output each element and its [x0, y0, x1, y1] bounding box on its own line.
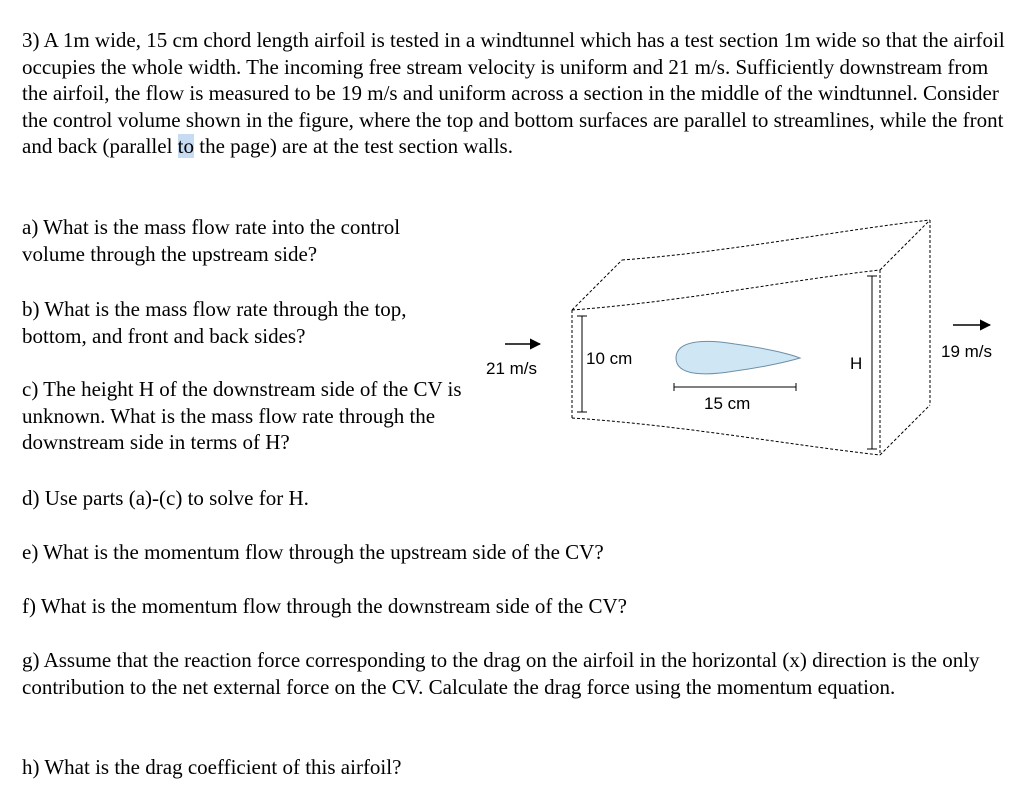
inlet-height-label: 10 cm	[586, 349, 633, 368]
question-f: f) What is the momentum flow through the downstream side of the CV?	[22, 594, 627, 618]
cv-depth-edge-1	[572, 260, 622, 310]
cv-depth-edge-2	[880, 220, 930, 270]
cv-top-edge	[572, 270, 880, 310]
question-g: g) Assume that the reaction force corresponding to the drag on the airfoil in the horizontal (x) direction is the only contribution to the net external force on the CV. Calculate the drag force using the momentum equation.	[22, 648, 980, 699]
question-c: c) The height H of the downstream side of the CV is unknown. What is the mass flow rate through the downstream side in terms of H?	[22, 377, 462, 455]
question-b: b) What is the mass flow rate through the top, bottom, and front and back sides?	[22, 297, 407, 348]
outflow-velocity-label: 19 m/s	[941, 342, 993, 361]
airfoil	[676, 341, 800, 373]
cv-back-top-edge	[622, 220, 930, 260]
cv-bottom-edge	[572, 418, 880, 455]
inflow-velocity-label: 21 m/s	[486, 359, 538, 378]
question-e: e) What is the momentum flow through the upstream side of the CV?	[22, 540, 604, 564]
outlet-height-dimension	[867, 276, 877, 449]
chord-label: 15 cm	[704, 394, 751, 413]
chord-dimension	[674, 383, 796, 391]
problem-text-part1: 3) A 1m wide, 15 cm chord length airfoil is tested in a windtunnel which has a test section 1m wide so that the airfoil occupies the whole width. The incoming free stream velocity is uniform and 21 m/s. Sufficiently downstream from the airfoil, the flow is measured to be 19 m/s and uniform across a section in the middle of the windtunnel. Consider the control volume shown in the figure, where the top and bottom surfaces are parallel to streamlines, while the front and back (parallel	[22, 28, 1005, 159]
cv-depth-edge-3	[880, 405, 930, 455]
question-d: d) Use parts (a)-(c) to solve for H.	[22, 486, 309, 510]
question-a: a) What is the mass flow rate into the control volume through the upstream side?	[22, 215, 401, 266]
problem-text-part2: the page) are at the test section walls.	[194, 134, 513, 159]
highlighted-word: to	[177, 134, 195, 159]
question-h: h) What is the drag coefficient of this airfoil?	[22, 755, 402, 779]
control-volume-outline	[572, 220, 930, 455]
outlet-height-label: H	[850, 354, 863, 373]
